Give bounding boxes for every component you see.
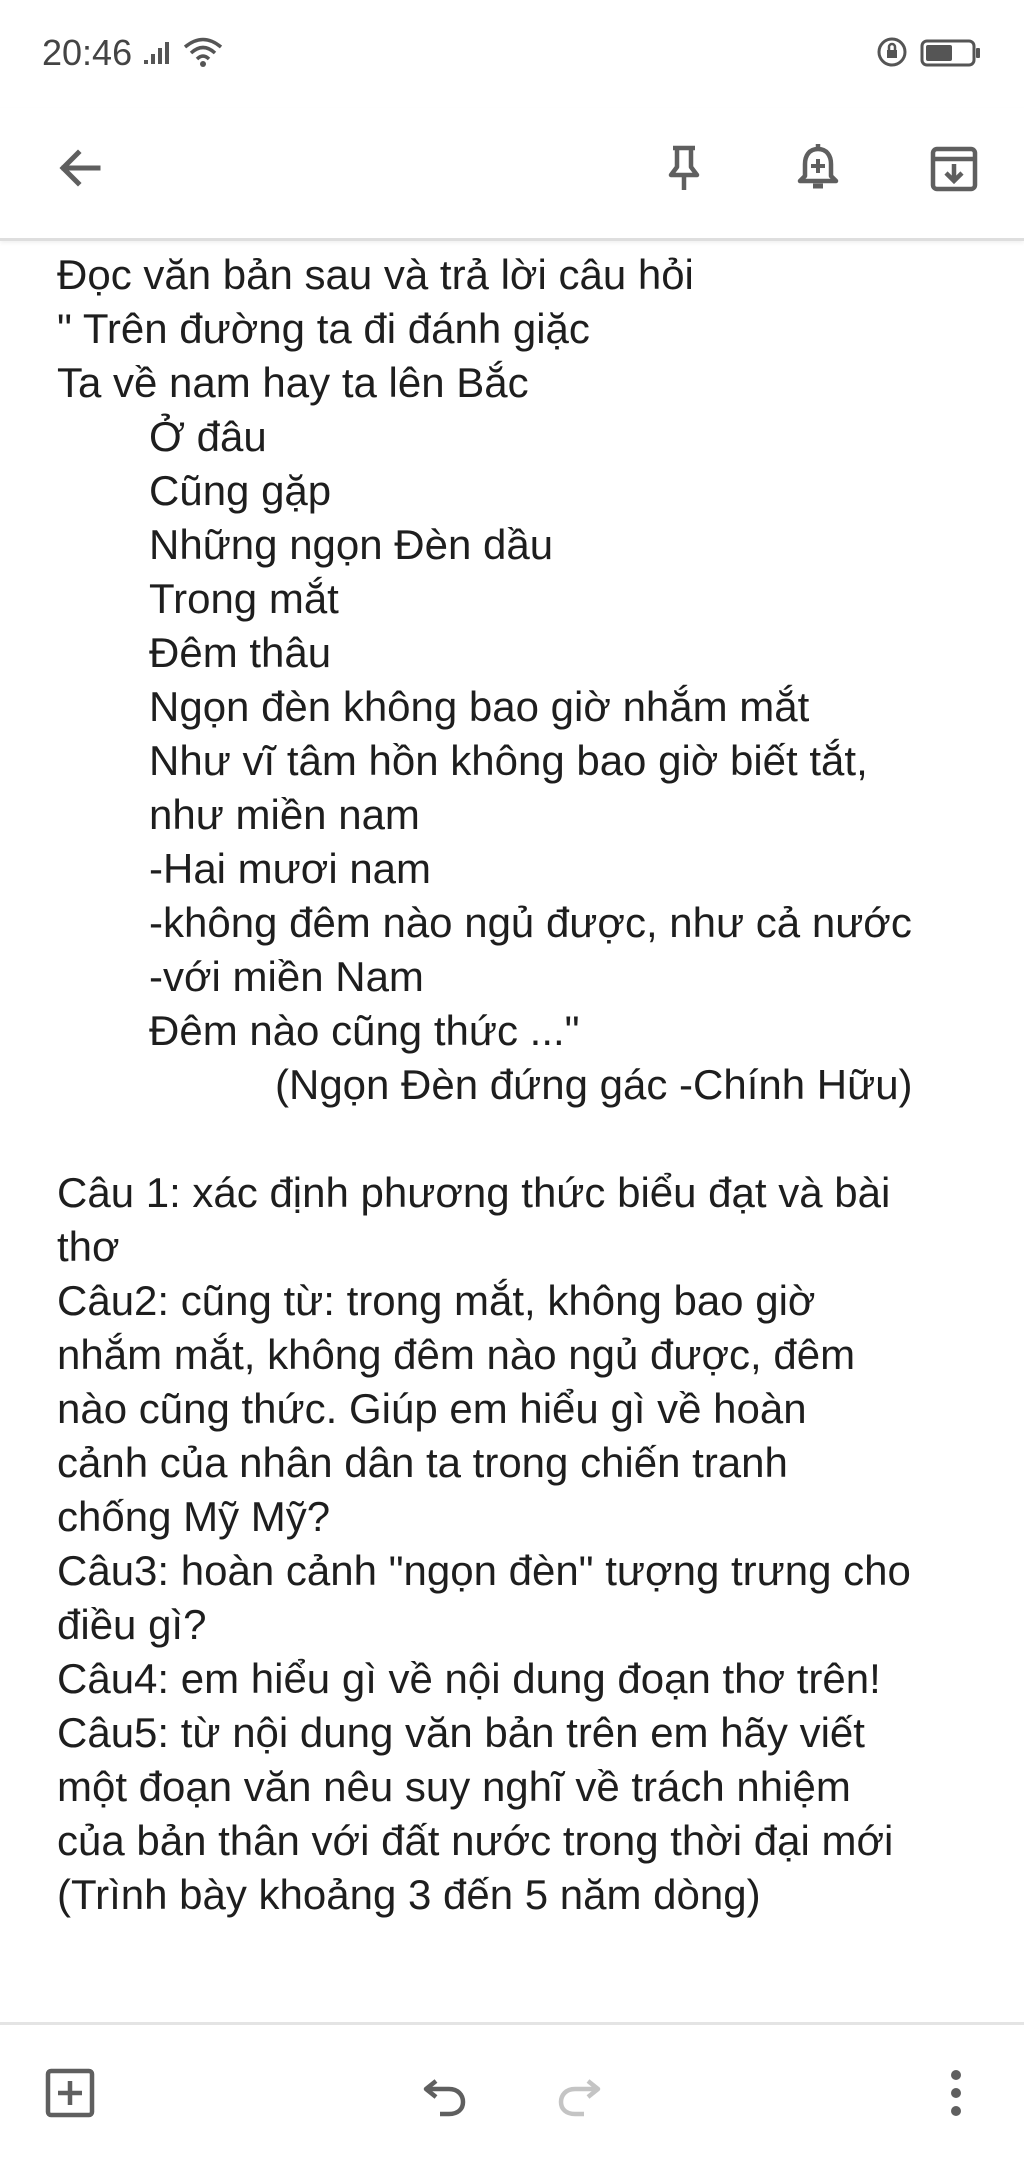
question-line: Câu2: cũng từ: trong mắt, không bao giờ bbox=[57, 1277, 816, 1324]
bottom-toolbar bbox=[0, 2022, 1024, 2165]
question-line: (Trình bày khoảng 3 đến 5 năm dòng) bbox=[57, 1871, 761, 1918]
reminder-bell-icon bbox=[790, 140, 846, 201]
poem-line: Cũng gặp bbox=[149, 467, 332, 514]
status-bar bbox=[0, 0, 1024, 108]
reminder-button[interactable] bbox=[782, 134, 854, 206]
add-box-icon bbox=[42, 2065, 98, 2126]
note-toolbar bbox=[0, 108, 1024, 241]
signal-icon bbox=[142, 38, 176, 66]
note-body[interactable] bbox=[57, 248, 987, 1922]
pin-button[interactable] bbox=[648, 134, 720, 206]
more-options-button[interactable] bbox=[920, 2059, 992, 2131]
undo-icon bbox=[416, 2065, 472, 2126]
blank-line bbox=[57, 1112, 987, 1166]
archive-icon bbox=[926, 140, 982, 201]
poem-line: -Hai mươi nam bbox=[149, 845, 432, 892]
note-line: Đọc văn bản sau và trả lời câu hỏi bbox=[57, 251, 694, 298]
add-content-button[interactable] bbox=[34, 2059, 106, 2131]
more-vert-icon bbox=[928, 2065, 984, 2126]
poem-line: Trong mắt bbox=[149, 575, 339, 622]
question-line: nào cũng thức. Giúp em hiểu gì về hoàn bbox=[57, 1385, 807, 1432]
poem-line: Đêm nào cũng thức ..." bbox=[149, 1007, 580, 1054]
question-line: điều gì? bbox=[57, 1601, 207, 1648]
question-line: chống Mỹ Mỹ? bbox=[57, 1493, 331, 1540]
question-line: Câu4: em hiểu gì về nội dung đoạn thơ trên! bbox=[57, 1655, 881, 1702]
archive-button[interactable] bbox=[918, 134, 990, 206]
note-line: Ta về nam hay ta lên Bắc bbox=[57, 359, 529, 406]
question-line: cảnh của nhân dân ta trong chiến tranh bbox=[57, 1439, 788, 1486]
wifi-icon bbox=[182, 36, 224, 68]
rotation-lock-icon bbox=[876, 36, 908, 68]
question-line: nhắm mắt, không đêm nào ngủ được, đêm bbox=[57, 1331, 856, 1378]
undo-button[interactable] bbox=[408, 2059, 480, 2131]
pin-icon bbox=[656, 140, 712, 201]
poem-source: (Ngọn Đèn đứng gác -Chính Hữu) bbox=[275, 1061, 913, 1108]
back-arrow-icon bbox=[52, 140, 108, 201]
poem-line: Ở đâu bbox=[149, 413, 267, 460]
poem-line: Những ngọn Đèn dầu bbox=[149, 521, 554, 568]
battery-icon bbox=[920, 38, 982, 68]
note-line: " Trên đường ta đi đánh giặc bbox=[57, 305, 590, 352]
question-line: Câu3: hoàn cảnh "ngọn đèn" tượng trưng cho bbox=[57, 1547, 911, 1594]
redo-button[interactable] bbox=[544, 2059, 616, 2131]
question-line: của bản thân với đất nước trong thời đại mới bbox=[57, 1817, 894, 1864]
question-line: một đoạn văn nêu suy nghĩ về trách nhiệm bbox=[57, 1763, 851, 1810]
question-line: Câu5: từ nội dung văn bản trên em hãy viết bbox=[57, 1709, 865, 1756]
back-button[interactable] bbox=[44, 134, 116, 206]
poem-line: Đêm thâu bbox=[149, 629, 332, 676]
poem-line: -không đêm nào ngủ được, như cả nước bbox=[149, 899, 912, 946]
poem-line: như miền nam bbox=[149, 791, 420, 838]
poem-line: -với miền Nam bbox=[149, 953, 424, 1000]
poem-line: Ngọn đèn không bao giờ nhắm mắt bbox=[149, 683, 810, 730]
question-line: Câu 1: xác định phương thức biểu đạt và bài bbox=[57, 1169, 891, 1216]
status-time: 20:46 bbox=[42, 32, 133, 73]
redo-icon bbox=[552, 2065, 608, 2126]
question-line: thơ bbox=[57, 1223, 120, 1270]
poem-line: Như vĩ tâm hồn không bao giờ biết tắt, bbox=[149, 737, 868, 784]
